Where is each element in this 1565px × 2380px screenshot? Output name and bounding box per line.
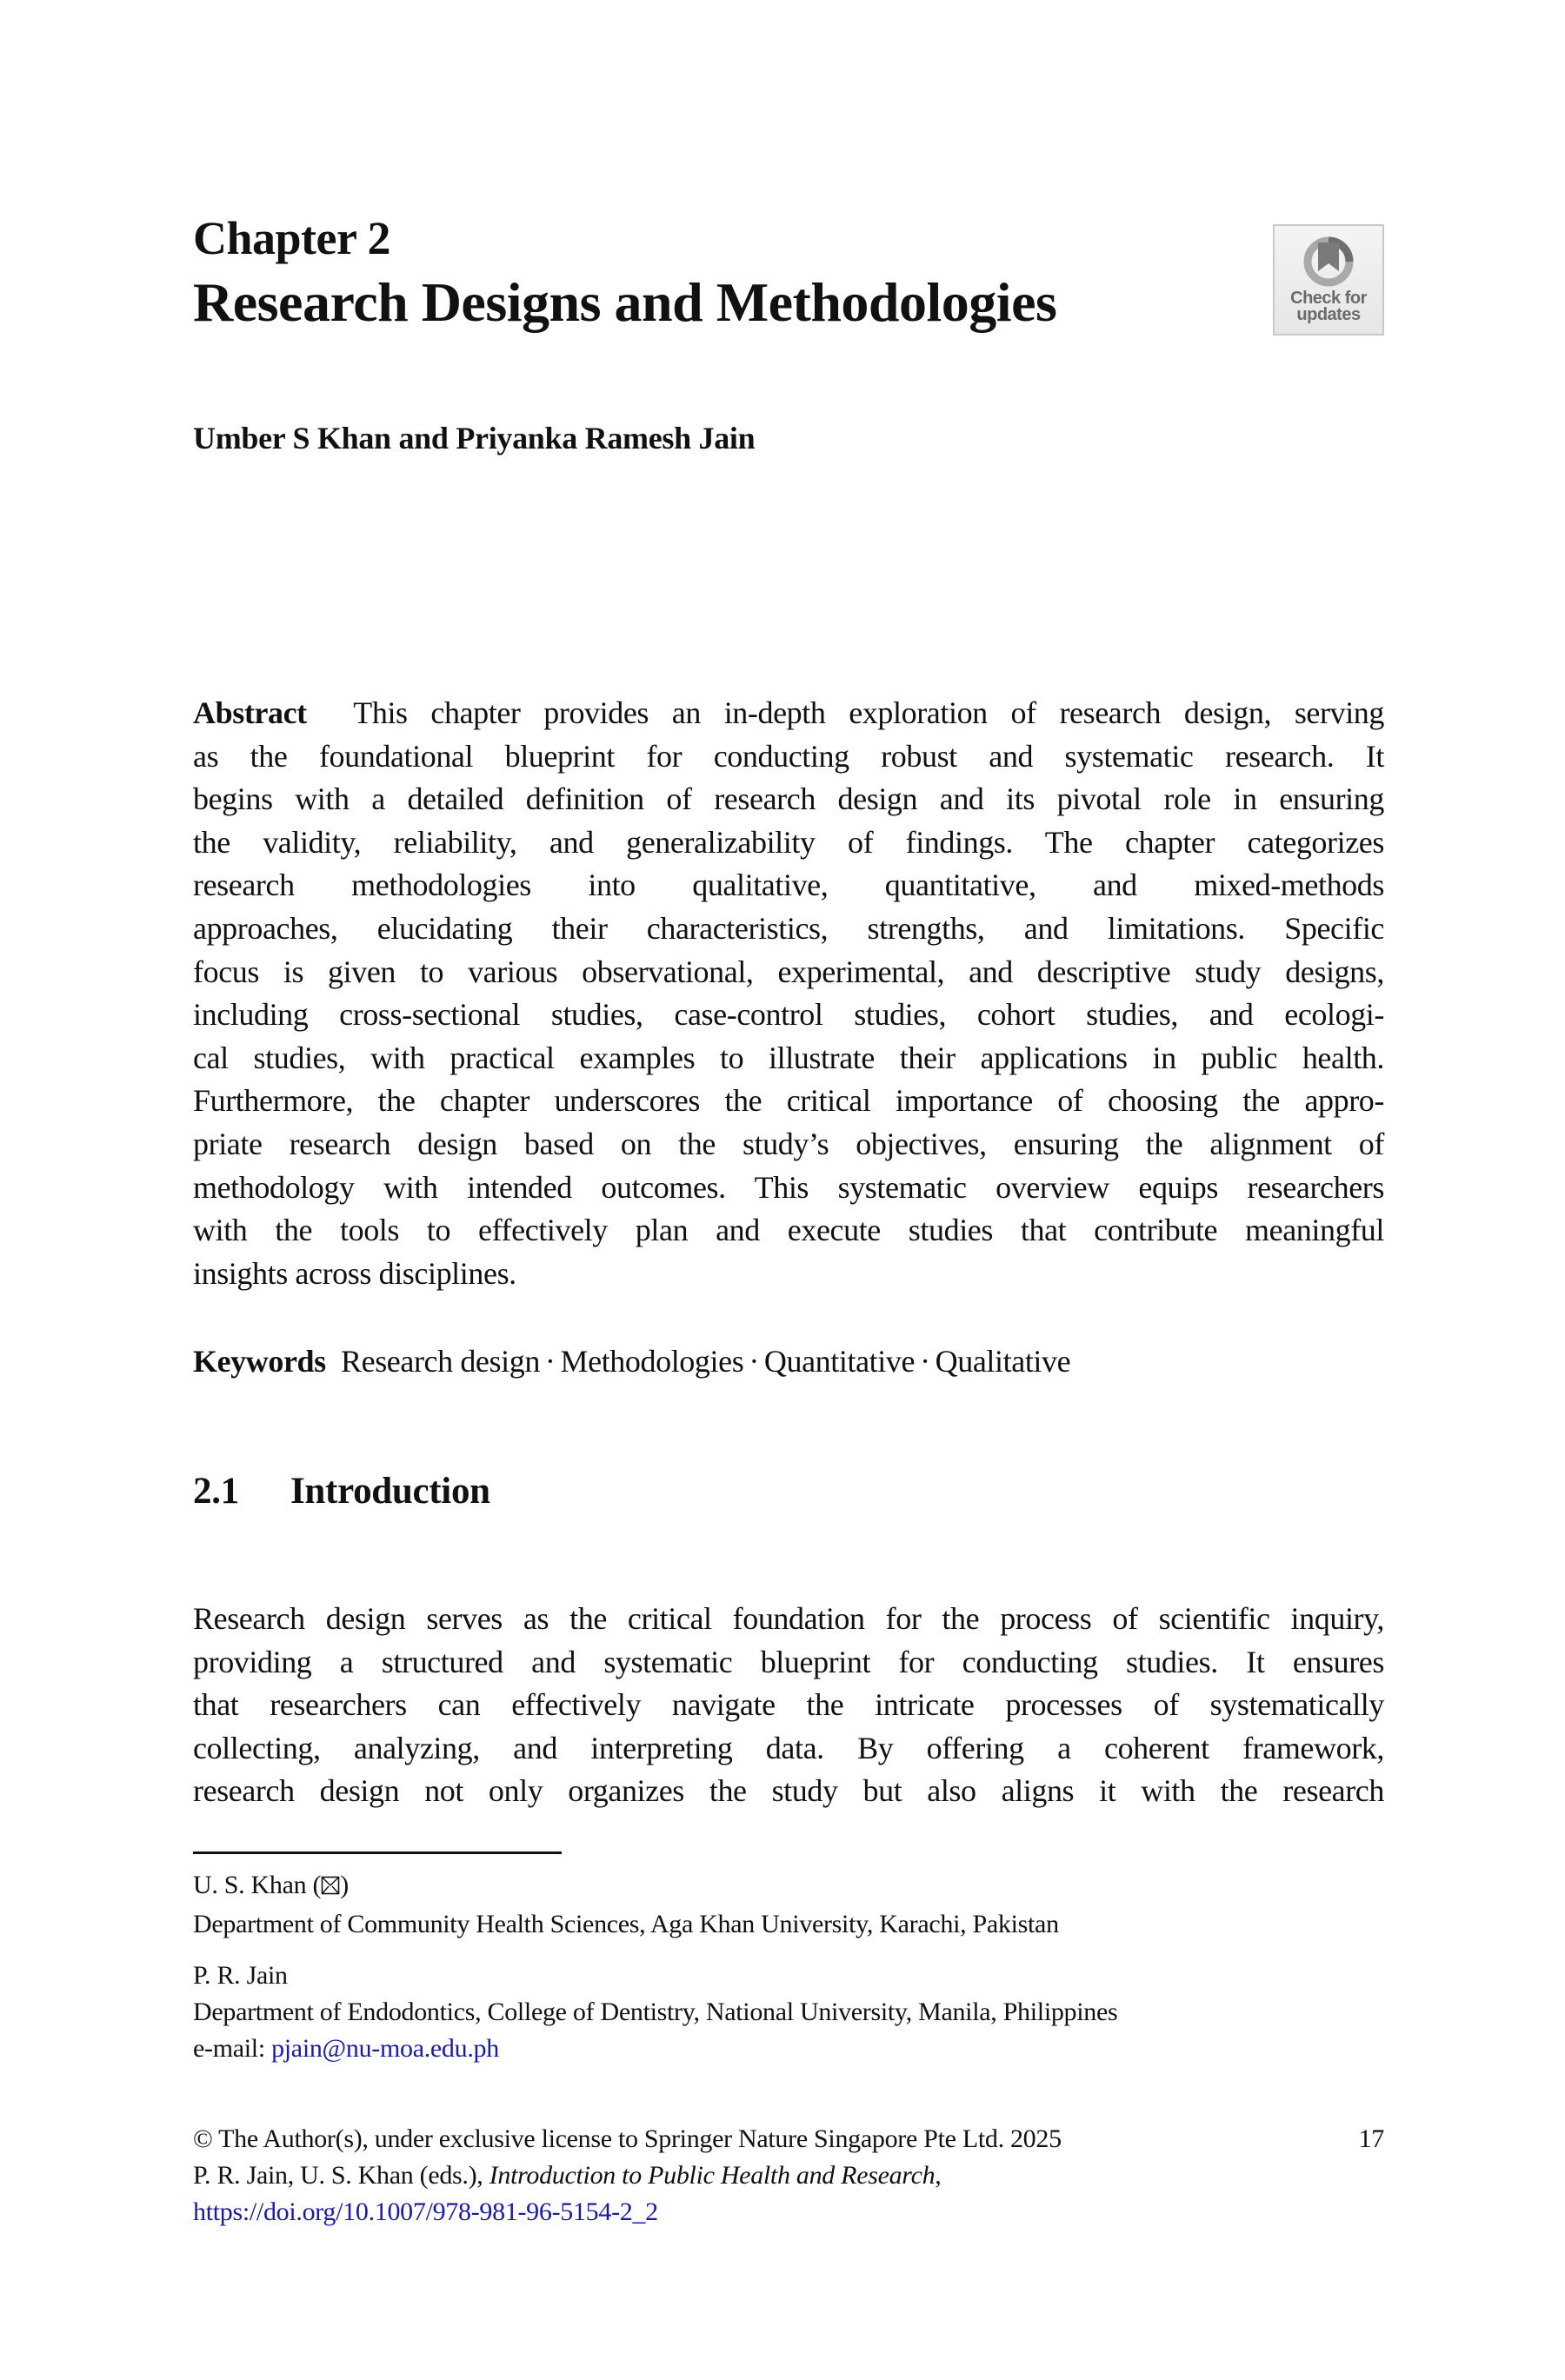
abstract-line: as the foundational blueprint for conducting robust and systematic research. It	[193, 738, 1384, 774]
abstract-line: Abstract This chapter provides an in-depth exploration of research design, serving	[193, 695, 1384, 730]
copyright-block	[193, 2121, 1384, 2230]
keyword-separator: ·	[749, 1344, 759, 1379]
author-2-email-line	[193, 2031, 1117, 2067]
footnote-divider	[193, 1851, 562, 1854]
email-label: e-mail:	[193, 2034, 272, 2063]
book-title: Introduction to Public Health and Research	[489, 2161, 936, 2190]
abstract	[193, 692, 1384, 1295]
keyword: Qualitative	[935, 1344, 1071, 1379]
keywords-label: Keywords	[193, 1344, 326, 1379]
keyword: Research design	[341, 1344, 540, 1379]
section-heading	[193, 1469, 490, 1514]
doi-link[interactable]: https://doi.org/10.1007/978-981-96-5154-2_2	[193, 2197, 658, 2226]
book-citation: P. R. Jain, U. S. Khan (eds.), Introduction to Public Health and Research,	[193, 2161, 942, 2190]
abstract-line: research methodologies into qualitative, quantitative, and mixed-methods	[193, 868, 1384, 903]
chapter-title: Research Designs and Methodologies	[193, 271, 1057, 333]
keyword: Methodologies	[560, 1344, 744, 1379]
author-1-name: U. S. Khan ( )	[193, 1867, 1059, 1906]
abstract-line: priate research design based on the study’s objectives, ensuring the alignment of	[193, 1126, 1384, 1161]
email-link[interactable]: pjain@nu-moa.edu.ph	[271, 2034, 499, 2063]
envelope-icon[interactable]	[321, 1870, 340, 1906]
paragraph-line: Research design serves as the critical foundation for the process of scientific inquiry,	[193, 1601, 1384, 1636]
author-2-affiliation: Department of Endodontics, College of Dentistry, National University, Manila, Philippines	[193, 1998, 1118, 2026]
author-2-name: P. R. Jain	[193, 1961, 288, 1990]
abstract-line: cal studies, with practical examples to illustrate their applications in public health.	[193, 1040, 1384, 1075]
keywords	[193, 1340, 1384, 1383]
abstract-line: approaches, elucidating their characteristics, strengths, and limitations. Specific	[193, 910, 1384, 946]
footnote-author-2	[193, 1958, 1117, 2067]
copyright-notice: © The Author(s), under exclusive license to Springer Nature Singapore Pte Ltd. 2025	[193, 2124, 1062, 2153]
abstract-label: Abstract	[193, 695, 307, 730]
abstract-line: begins with a detailed definition of research design and its pivotal role in ensuring	[193, 781, 1384, 817]
badge-label-line1: Check for	[1290, 289, 1367, 308]
author-list: Umber S Khan and Priyanka Ramesh Jain	[193, 421, 756, 455]
paragraph-line: that researchers can effectively navigate the intricate processes of systematically	[193, 1687, 1384, 1723]
introduction-paragraph	[193, 1598, 1384, 1813]
check-for-updates-badge[interactable]	[1273, 224, 1384, 336]
keyword-separator: ·	[544, 1344, 556, 1379]
crossmark-bookmark-icon	[1302, 235, 1355, 289]
abstract-line: Furthermore, the chapter underscores the critical importance of choosing the appro-	[193, 1083, 1384, 1119]
abstract-line: with the tools to effectively plan and execute studies that contribute meaningful	[193, 1213, 1384, 1248]
abstract-line: insights across disciplines.	[193, 1255, 516, 1291]
paragraph-line: research design not only organizes the study but also aligns it with the research	[193, 1773, 1384, 1809]
footnote-author-1	[193, 1867, 1059, 1943]
section-number: 2.1	[193, 1471, 239, 1512]
paragraph-line: providing a structured and systematic blueprint for conducting studies. It ensures	[193, 1644, 1384, 1679]
copyright-row	[193, 2121, 1384, 2157]
badge-label	[1290, 290, 1367, 323]
badge-label-line2: updates	[1296, 305, 1361, 324]
abstract-line: methodology with intended outcomes. This systematic overview equips researchers	[193, 1169, 1384, 1205]
abstract-line: focus is given to various observational, experimental, and descriptive study designs,	[193, 954, 1384, 989]
page-number: 17	[1358, 2124, 1384, 2153]
keyword-separator: ·	[920, 1344, 930, 1379]
section-title: Introduction	[290, 1471, 490, 1512]
author-1-affiliation: Department of Community Health Sciences, Aga Khan University, Karachi, Pakistan	[193, 1910, 1059, 1938]
paragraph-line: collecting, analyzing, and interpreting data. By offering a coherent framework,	[193, 1730, 1384, 1765]
abstract-line: the validity, reliability, and generalizability of findings. The chapter categorizes	[193, 824, 1384, 860]
chapter-label: Chapter 2	[193, 212, 391, 264]
abstract-line: including cross-sectional studies, case-control studies, cohort studies, and ecologi-	[193, 997, 1384, 1033]
keyword: Quantitative	[763, 1344, 916, 1379]
